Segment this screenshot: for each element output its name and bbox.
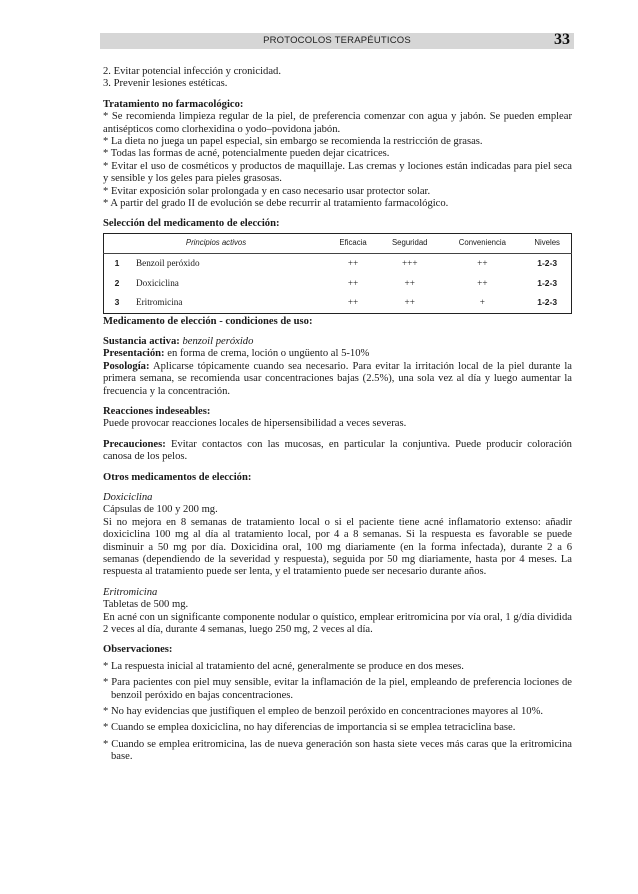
non-pharm-item: * Evitar exposición solar prolongada y en caso necesario usar protector solar. [103, 185, 431, 197]
active-substance-label: Sustancia activa: [103, 335, 180, 347]
column-header: Principios activos [104, 233, 329, 253]
column-header: Eficacia [328, 233, 378, 253]
others-heading: Otros medicamentos de elección: [103, 471, 252, 483]
page-number: 33 [554, 31, 570, 48]
observation-item: * Cuando se emplea eritromicina, las de nueva generación son hasta siete veces más caras que la eritromicina base. [103, 738, 572, 763]
observation-item: * Para pacientes con piel muy sensible, evitar la inflamación de la piel, empleando de preferencia lociones de benzoil peróxido en bajas concentraciones. [103, 677, 572, 701]
non-pharm-item: * La dieta no juega un papel especial, sin embargo se recomienda la restricción de grasas. [103, 136, 483, 148]
conditions-heading: Medicamento de elección - condiciones de uso: [103, 315, 313, 327]
niveles-cell: 1-2-3 [537, 297, 558, 308]
eficacia-cell: ++ [347, 277, 359, 288]
drug-name: Benzoil peróxido [136, 258, 200, 269]
precautions-text: Evitar contactos con las mucosas, en particular la conjuntiva. Puede producir coloración canosa de los pelos. [103, 438, 572, 463]
seguridad-cell: +++ [401, 258, 418, 269]
presentation-value: en forma de crema, loción o ungüento al 5-10% [167, 348, 370, 360]
seguridad-cell: ++ [404, 277, 415, 288]
posology [103, 361, 572, 398]
non-pharm-item: * A partir del grado II de evolución se debe recurrir al tratamiento farmacológico. [103, 198, 449, 210]
table-row [104, 274, 572, 293]
adverse-text: Puede provocar reacciones locales de hipersensibilidad a veces severas. [103, 418, 407, 430]
observations-heading: Observaciones: [103, 644, 173, 656]
posology-label: Posología: [103, 360, 150, 372]
observation-item: * La respuesta inicial al tratamiento del acné, generalmente se produce en dos meses. [103, 660, 464, 672]
row-number: 2 [114, 277, 120, 288]
adverse-heading: Reacciones indeseables: [103, 405, 211, 417]
presentation [103, 348, 572, 360]
column-header: Seguridad [378, 233, 441, 253]
active-substance-value: benzoil peróxido [182, 335, 254, 347]
observation-item: * No hay evidencias que justifiquen el empleo de benzoil peróxido en concentraciones mayores al 10%. [103, 706, 544, 718]
header-title: PROTOCOLOS TERAPÉUTICOS [263, 35, 411, 46]
eficacia-cell: ++ [347, 258, 359, 269]
page-body [103, 66, 572, 768]
doxiciclina-text: Si no mejora en 8 semanas de tratamiento local o si el paciente tiene acné inflamatorio extenso: añadir doxiciclina 100 mg al día al tratamiento local, por 4 a 8 semanas. Si la respuesta es favorable se puede disminuir a 50 mg por día. Doxicidina oral, 100 mg diariamente (en la forma infectada), durante 2 a 6 semanas (dependiendo de la severidad y respuesta), seguida por 50 mg diariamente, hasta por 4 meses. La respuesta al tratamiento puede ser lenta, y el tratamiento puede ser necesario durante años. [103, 516, 572, 578]
niveles-cell: 1-2-3 [537, 258, 558, 269]
precautions [103, 439, 572, 464]
medication-table [103, 233, 572, 314]
eritromicina-name: Eritromicina [103, 586, 158, 598]
observations-list [103, 661, 572, 764]
conveniencia-cell: ++ [477, 258, 488, 269]
eritromicina-form: Tabletas de 500 mg. [103, 599, 189, 611]
active-substance [103, 336, 572, 348]
seguridad-cell: ++ [404, 297, 415, 308]
selection-heading: Selección del medicamento de elección: [103, 218, 280, 230]
row-number: 3 [114, 297, 120, 308]
non-pharm-item: * Todas las formas de acné, potencialmente pueden dejar cicatrices. [103, 148, 390, 160]
drug-name: Eritromicina [136, 297, 183, 308]
doxiciclina-form: Cápsulas de 100 y 200 mg. [103, 504, 218, 516]
non-pharm-heading: Tratamiento no farmacológico: [103, 98, 244, 110]
conveniencia-cell: ++ [477, 277, 488, 288]
non-pharm-item: * Se recomienda limpieza regular de la piel, de preferencia comenzar con agua y jabón. Se pueden emplear antisépticos como clorhexidina o yodo–povidona jabón. [103, 111, 572, 135]
row-number: 1 [114, 258, 120, 269]
observation-item: * Cuando se emplea doxiciclina, no hay diferencias de importancia si se emplea tetraciclina base. [103, 722, 516, 734]
table-row [104, 254, 572, 274]
precautions-label: Precauciones: [103, 438, 166, 450]
column-header: Conveniencia [441, 233, 523, 253]
table-row [104, 293, 572, 313]
objective-item: 2. Evitar potencial infección y cronicidad. [103, 66, 281, 77]
objective-item: 3. Prevenir lesiones estéticas. [103, 78, 228, 90]
niveles-cell: 1-2-3 [537, 277, 558, 288]
drug-name: Doxiciclina [136, 277, 179, 288]
presentation-label: Presentación: [103, 348, 165, 360]
table-header-row [104, 233, 572, 253]
posology-value: Aplicarse tópicamente cuando sea necesario. Para evitar la irritación local de la piel durante la primera semana, se recomienda usar concentraciones bajas (2.5%), una sola vez al día y luego aumentar la frecuencia y la concentración. [103, 360, 572, 397]
conveniencia-cell: + [479, 297, 485, 308]
non-pharm-item: * Evitar el uso de cosméticos y productos de maquillaje. Las cremas y lociones están indicadas para piel seca y sensible y los geles para pieles grasosas. [103, 160, 572, 185]
running-header [100, 33, 574, 49]
column-header: Niveles [523, 233, 571, 253]
eritromicina-text: En acné con un significante componente nodular o quístico, emplear eritromicina por vía oral, 1 g/día dividida 2 veces al día, durante 4 semanas, luego 250 mg, 2 veces al día. [103, 611, 572, 636]
eficacia-cell: ++ [347, 297, 359, 308]
doxiciclina-name: Doxiciclina [103, 491, 153, 503]
